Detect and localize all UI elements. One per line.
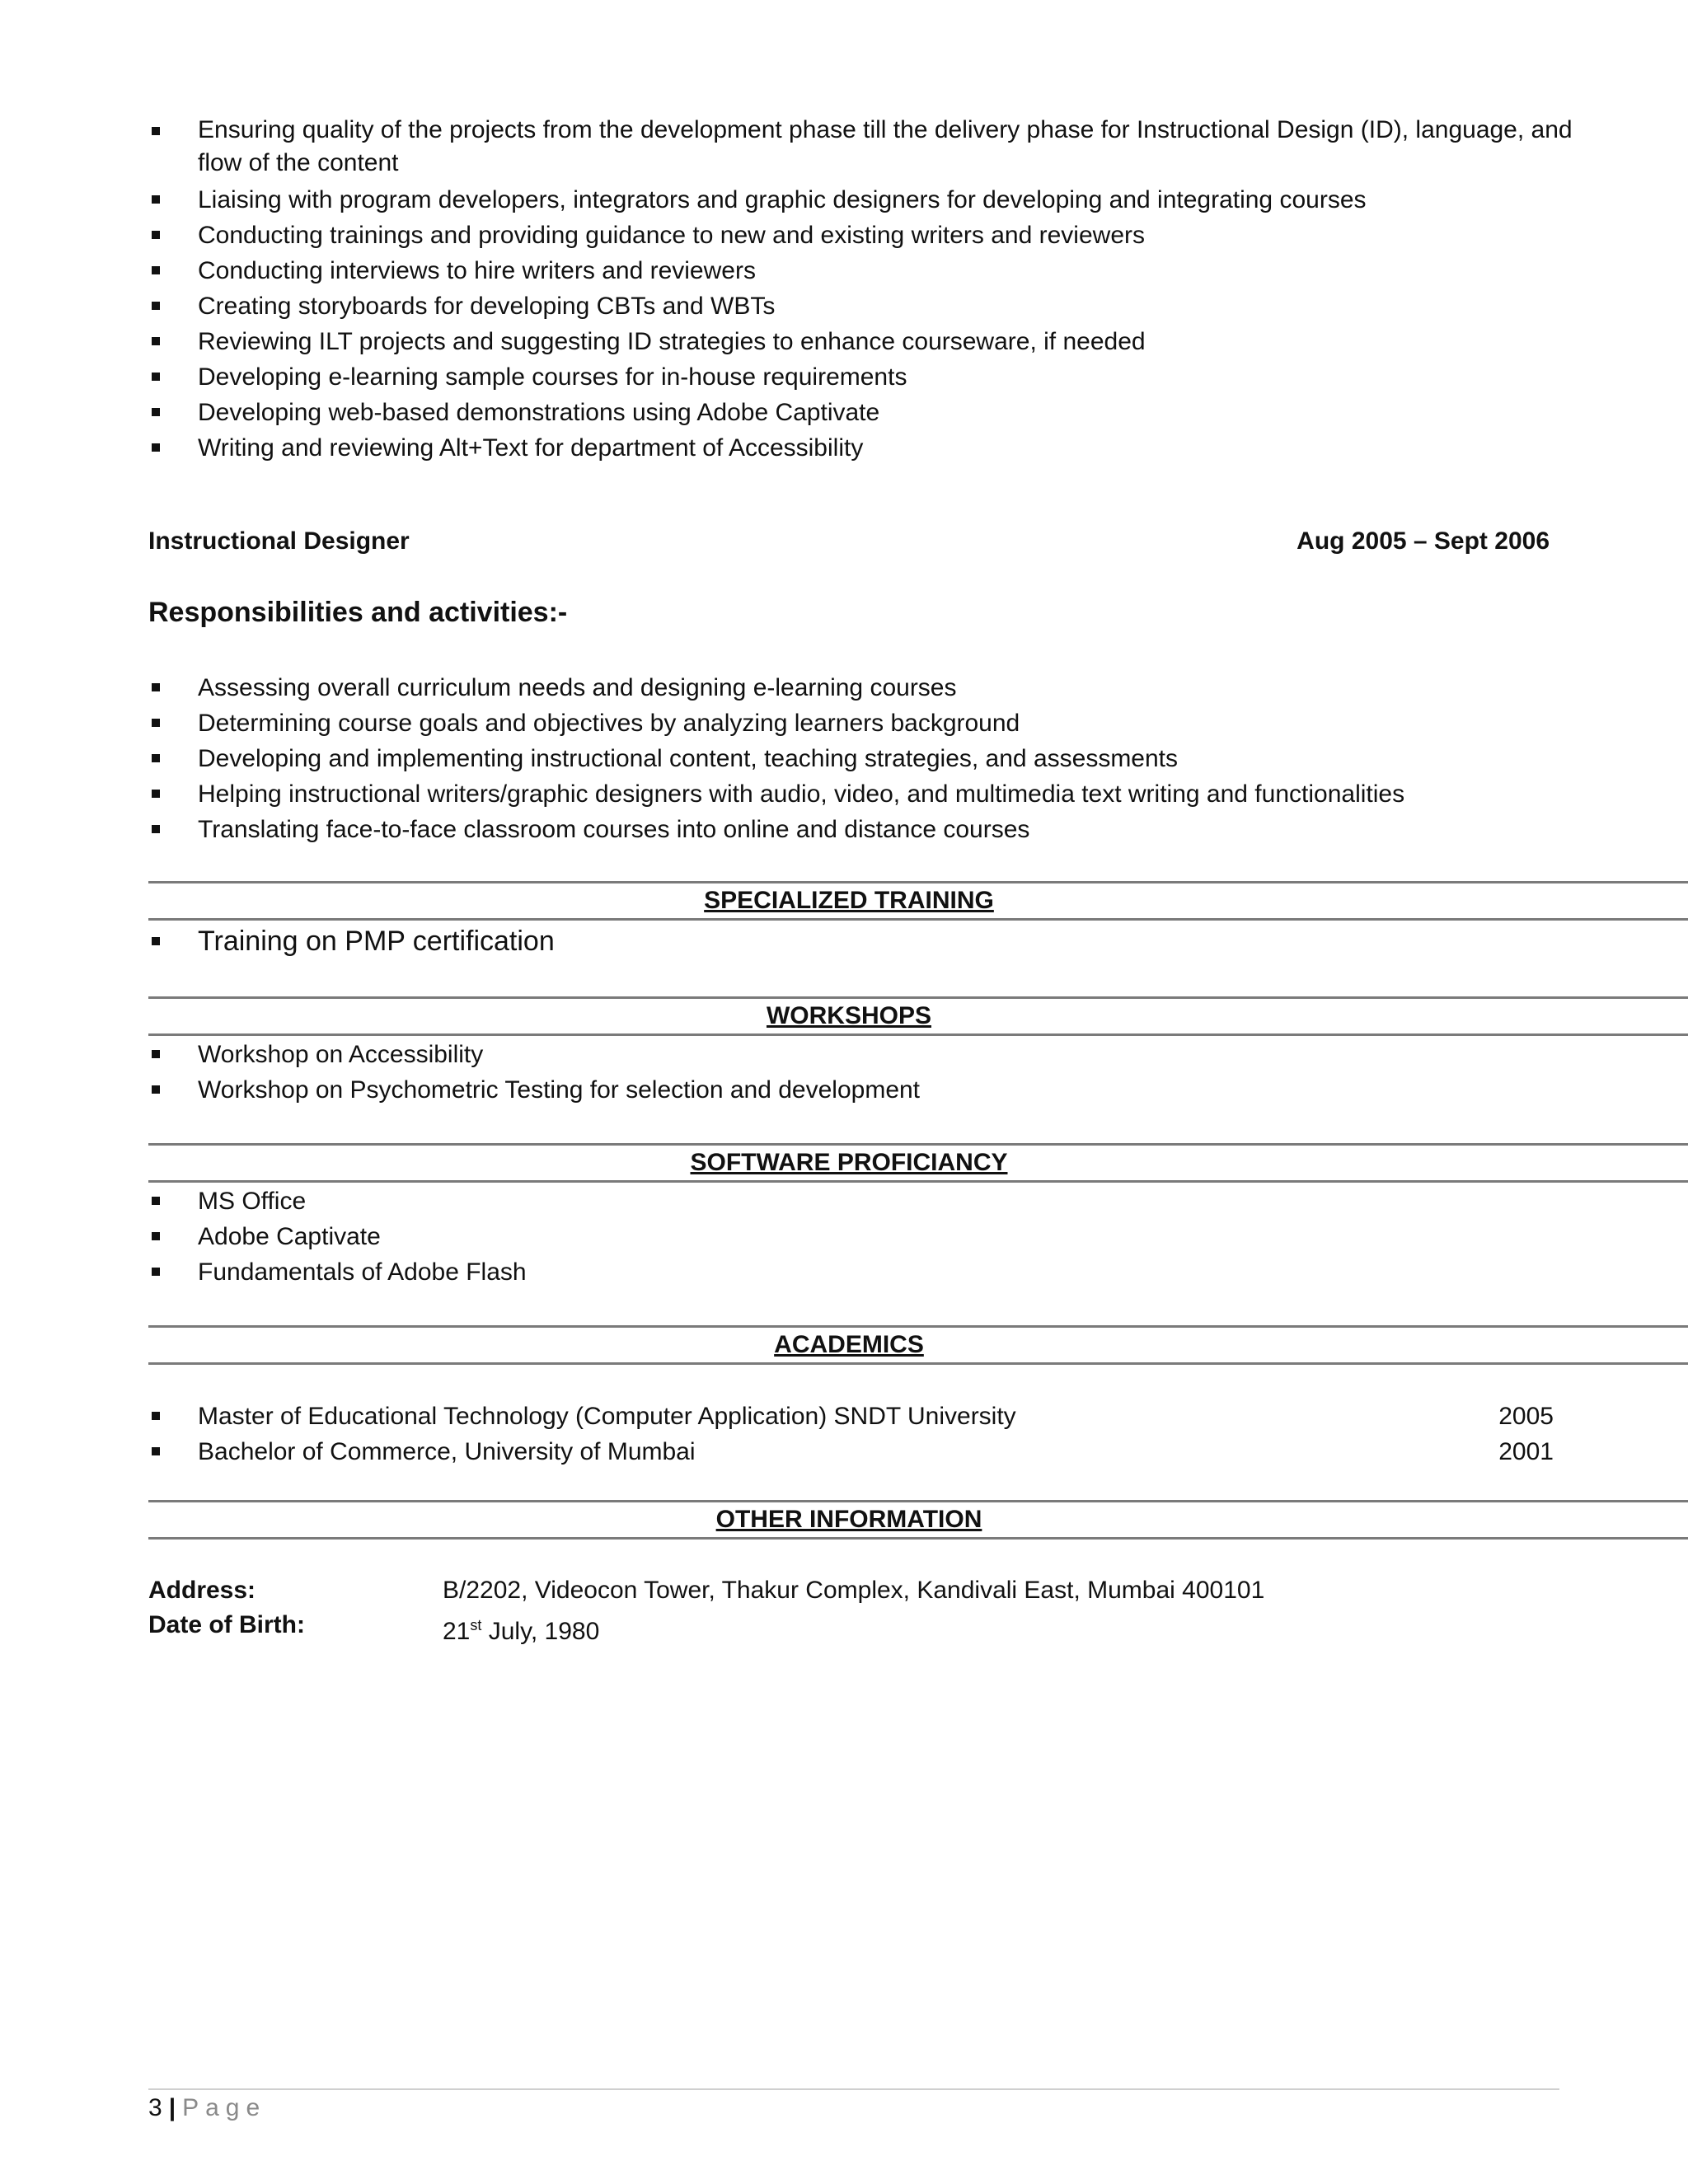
- bullet-square-icon: [152, 1050, 160, 1058]
- address-label: Address:: [148, 1577, 256, 1604]
- page-number: 3: [148, 2094, 162, 2121]
- bullet-square-icon: [152, 683, 160, 691]
- bullet-square-icon: [152, 825, 160, 833]
- bullet-list: [148, 670, 1681, 847]
- section-workshops: [148, 996, 1688, 1036]
- bullet-list: [148, 1037, 1681, 1108]
- job-title: Instructional Designer: [148, 527, 410, 555]
- section-title: OTHER INFORMATION: [715, 1506, 982, 1533]
- list-item: Translating face-to-face classroom courses into online and distance courses: [148, 812, 1681, 847]
- page-word: Page: [182, 2094, 267, 2121]
- list-item: Determining course goals and objectives by analyzing learners background: [148, 705, 1681, 741]
- responsibilities-heading: Responsibilities and activities:-: [148, 597, 568, 628]
- list-item: Helping instructional writers/graphic designers with audio, video, and multimedia text writing and functionalities: [148, 776, 1681, 812]
- list-item: Assessing overall curriculum needs and designing e-learning courses: [148, 670, 1681, 705]
- list-item: Training on PMP certification: [148, 924, 1681, 959]
- section-specialized-training: [148, 881, 1688, 921]
- specialized-training-list: [148, 924, 1681, 959]
- list-item: Conducting trainings and providing guidance to new and existing writers and reviewers: [148, 218, 1681, 253]
- section-software-proficiency: [148, 1143, 1688, 1183]
- bullet-square-icon: [152, 443, 160, 452]
- bullet-square-icon: [152, 937, 160, 945]
- degree-label: Bachelor of Commerce, University of Mumbai: [198, 1438, 696, 1465]
- bullet-square-icon: [152, 195, 160, 204]
- dob-value: 21st July, 1980: [443, 1617, 600, 1645]
- bullet-square-icon: [152, 1412, 160, 1420]
- bullet-square-icon: [152, 373, 160, 381]
- list-item: Adobe Captivate: [148, 1219, 1681, 1254]
- list-item: Workshop on Accessibility: [148, 1037, 1681, 1072]
- bullet-square-icon: [152, 337, 160, 345]
- workshops-list: [148, 1037, 1681, 1108]
- bullet-square-icon: [152, 231, 160, 239]
- degree-label: Master of Educational Technology (Computer Application) SNDT University: [198, 1403, 1016, 1430]
- page-footer: [148, 2094, 266, 2122]
- list-item: Ensuring quality of the projects from the development phase till the delivery phase for Instructional Design (ID), language, and flow of the content: [148, 114, 1681, 180]
- job-responsibilities: [148, 670, 1681, 847]
- list-item: [148, 1399, 1554, 1434]
- academics-list: [148, 1399, 1554, 1469]
- bullet-square-icon: [152, 302, 160, 310]
- list-item: Developing e-learning sample courses for in-house requirements: [148, 359, 1681, 395]
- list-item: Liaising with program developers, integrators and graphic designers for developing and integrating courses: [148, 182, 1681, 218]
- list-item: Conducting interviews to hire writers and reviewers: [148, 253, 1681, 288]
- list-item: Reviewing ILT projects and suggesting ID strategies to enhance courseware, if needed: [148, 324, 1681, 359]
- bullet-square-icon: [152, 127, 160, 135]
- address-value: B/2202, Videocon Tower, Thakur Complex, Kandivali East, Mumbai 400101: [443, 1577, 1265, 1604]
- list-item: MS Office: [148, 1183, 1681, 1219]
- section-title: ACADEMICS: [774, 1331, 924, 1358]
- section-title: SPECIALIZED TRAINING: [704, 887, 994, 914]
- list-item: Workshop on Psychometric Testing for selection and development: [148, 1072, 1681, 1108]
- list-item: Fundamentals of Adobe Flash: [148, 1254, 1681, 1290]
- bullet-list: [148, 1183, 1681, 1290]
- bullet-square-icon: [152, 266, 160, 274]
- section-title: WORKSHOPS: [766, 1002, 931, 1029]
- bullet-square-icon: [152, 754, 160, 762]
- previous-role-responsibilities: [148, 114, 1681, 466]
- bullet-square-icon: [152, 790, 160, 798]
- bullet-square-icon: [152, 1232, 160, 1240]
- software-list: [148, 1183, 1681, 1290]
- section-academics: [148, 1325, 1688, 1365]
- degree-year: 2001: [1498, 1438, 1554, 1465]
- bullet-list: [148, 1399, 1554, 1469]
- bullet-square-icon: [152, 1085, 160, 1094]
- dob-label: Date of Birth:: [148, 1611, 305, 1638]
- bullet-square-icon: [152, 1447, 160, 1455]
- job-header: [148, 527, 1550, 555]
- bullet-square-icon: [152, 1197, 160, 1205]
- list-item: Developing and implementing instructional content, teaching strategies, and assessments: [148, 741, 1681, 776]
- section-other-information: [148, 1500, 1688, 1540]
- list-item: Developing web-based demonstrations using Adobe Captivate: [148, 395, 1681, 430]
- list-item: Writing and reviewing Alt+Text for department of Accessibility: [148, 430, 1681, 466]
- bullet-square-icon: [152, 719, 160, 727]
- bullet-list: [148, 114, 1681, 466]
- footer-divider: [148, 2088, 1559, 2090]
- list-item: Creating storyboards for developing CBTs and WBTs: [148, 288, 1681, 324]
- footer-separator: |: [168, 2094, 176, 2121]
- bullet-square-icon: [152, 408, 160, 416]
- bullet-square-icon: [152, 1268, 160, 1276]
- degree-year: 2005: [1498, 1403, 1554, 1430]
- bullet-list: [148, 924, 1681, 959]
- job-dates: Aug 2005 – Sept 2006: [1296, 527, 1550, 555]
- section-title: SOFTWARE PROFICIANCY: [690, 1149, 1008, 1176]
- list-item: [148, 1434, 1554, 1469]
